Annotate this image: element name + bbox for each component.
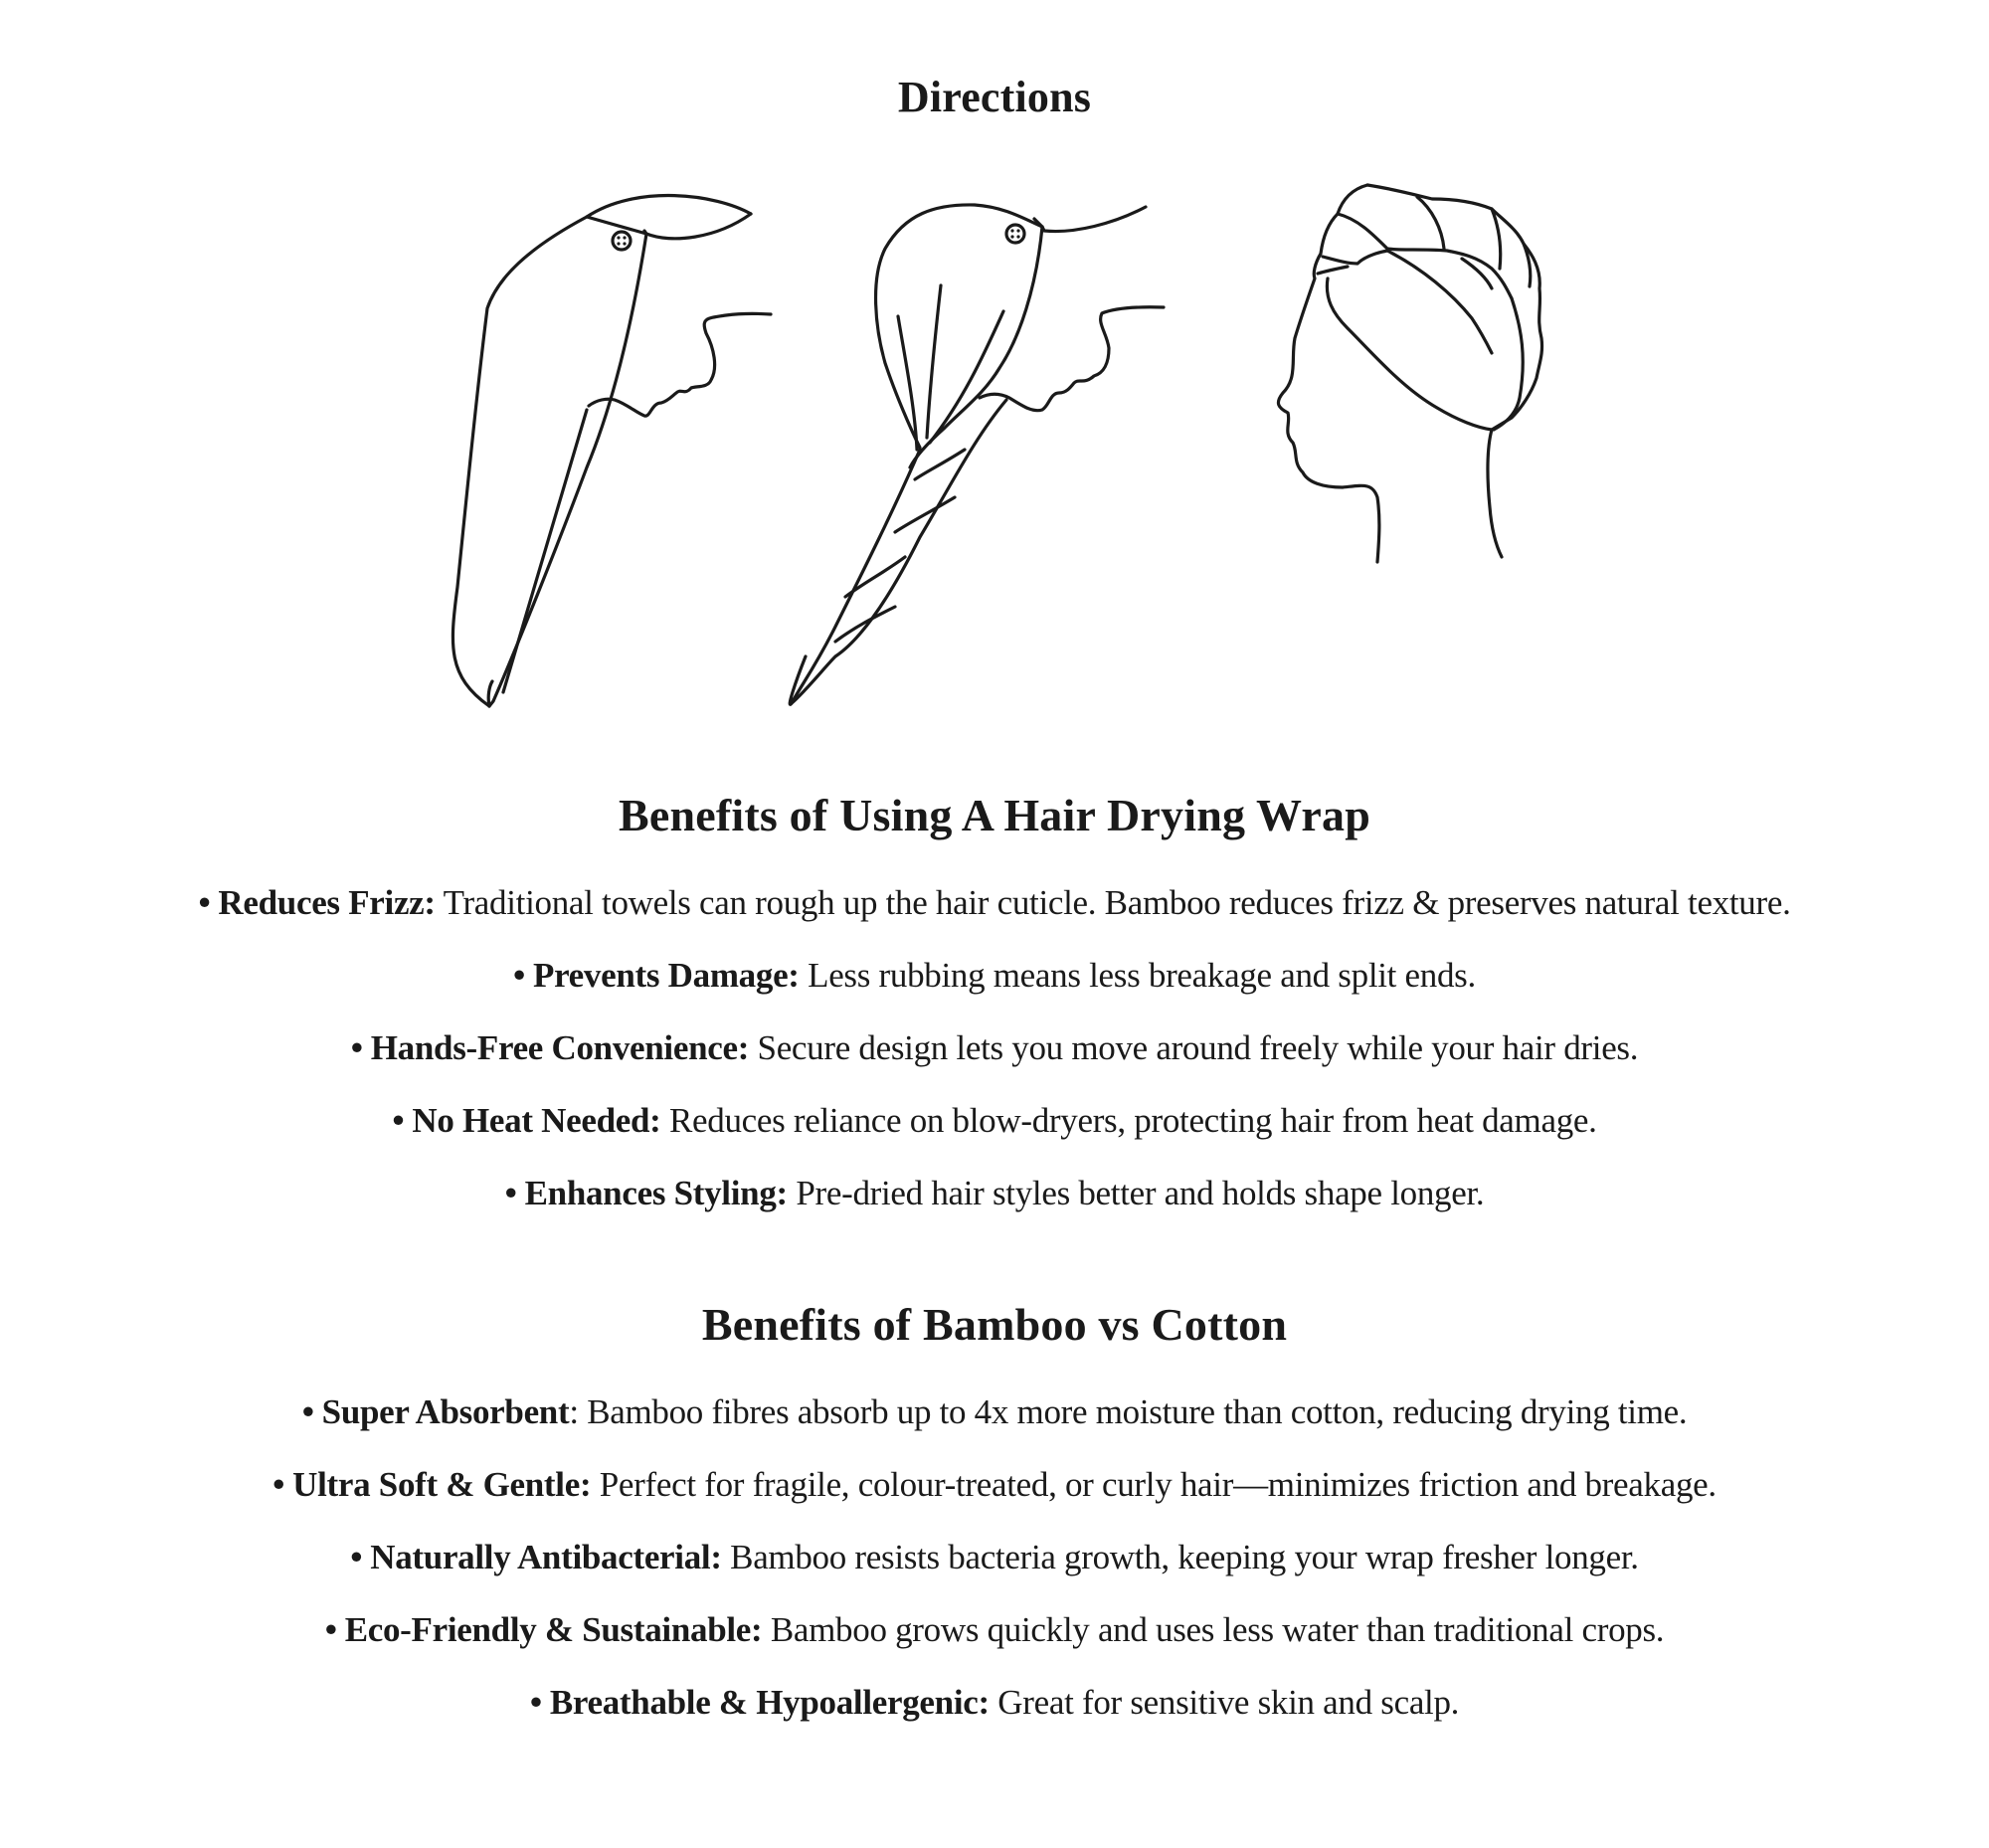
bamboo-benefit-item: [0, 1392, 1989, 1432]
twisted-towel-icon: [776, 189, 1193, 726]
wrap-benefit-item: [0, 956, 1989, 996]
towel-wrap-on-head-icon: [438, 189, 815, 726]
benefit-text: : Bamboo fibres absorb up to 4x more moisture than cotton, reducing drying time.: [569, 1392, 1688, 1431]
bullet: •: [272, 1465, 285, 1504]
bullet: •: [513, 956, 525, 995]
benefit-label: Eco-Friendly & Sustainable:: [344, 1610, 763, 1649]
wrap-benefits-title: Benefits of Using A Hair Drying Wrap: [618, 790, 1371, 840]
wrap-benefit-item: [0, 1174, 1989, 1213]
benefit-text: Reduces reliance on blow-dryers, protecting hair from heat damage.: [660, 1101, 1597, 1140]
benefit-text: Secure design lets you move around freely while your hair dries.: [749, 1028, 1639, 1067]
bullet: •: [529, 1683, 542, 1722]
button-icon: [613, 232, 631, 250]
benefit-text: Traditional towels can rough up the hair cuticle. Bamboo reduces frizz & preserves natural texture.: [435, 883, 1791, 922]
benefit-text: Perfect for fragile, colour-treated, or curly hair—minimizes friction and breakage.: [591, 1465, 1717, 1504]
bullet: •: [324, 1610, 337, 1649]
wrap-benefit-item: [0, 883, 1989, 923]
benefit-text: Bamboo grows quickly and uses less water than traditional crops.: [762, 1610, 1665, 1649]
bullet: •: [350, 1538, 363, 1576]
benefit-label: Naturally Antibacterial:: [370, 1538, 722, 1576]
wrap-benefit-item: [0, 1028, 1989, 1068]
bamboo-benefit-item: [0, 1465, 1989, 1505]
directions-title: Directions: [897, 73, 1092, 121]
benefit-text: Bamboo resists bacteria growth, keeping your wrap fresher longer.: [721, 1538, 1639, 1576]
bamboo-benefit-item: [0, 1683, 1989, 1723]
bullet: •: [301, 1392, 314, 1431]
benefit-text: Great for sensitive skin and scalp.: [989, 1683, 1460, 1722]
bullet: •: [504, 1174, 517, 1212]
bullet: •: [392, 1101, 405, 1140]
bullet: •: [350, 1028, 363, 1067]
benefit-label: Hands-Free Convenience:: [370, 1028, 750, 1067]
benefit-text: Pre-dried hair styles better and holds shape longer.: [787, 1174, 1485, 1212]
turban-wrapped-head-icon: [1263, 179, 1591, 577]
button-icon: [1006, 225, 1024, 243]
benefit-label: Breathable & Hypoallergenic:: [549, 1683, 990, 1722]
bullet: •: [198, 883, 211, 922]
benefit-label: Reduces Frizz:: [218, 883, 436, 922]
bamboo-benefit-item: [0, 1610, 1989, 1650]
benefit-label: Ultra Soft & Gentle:: [292, 1465, 592, 1504]
benefit-text: Less rubbing means less breakage and split ends.: [799, 956, 1476, 995]
benefit-label: Super Absorbent: [321, 1392, 570, 1431]
bamboo-benefits-title: Benefits of Bamboo vs Cotton: [701, 1299, 1288, 1350]
wrap-benefit-item: [0, 1101, 1989, 1141]
benefit-label: Enhances Styling:: [524, 1174, 788, 1212]
benefit-label: Prevents Damage:: [533, 956, 800, 995]
bamboo-benefit-item: [0, 1538, 1989, 1577]
benefit-label: No Heat Needed:: [412, 1101, 661, 1140]
